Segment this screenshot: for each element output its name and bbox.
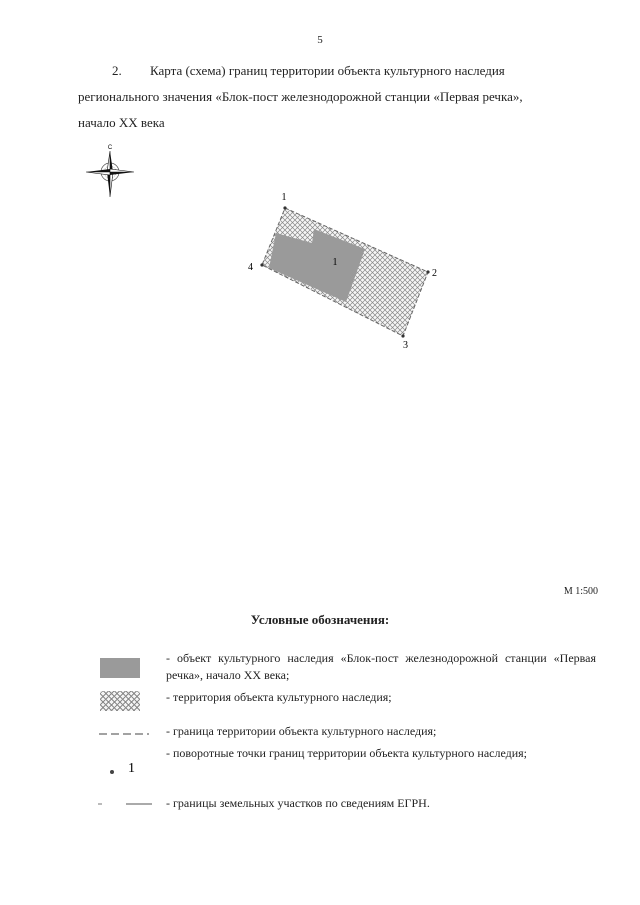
heading-line-2: регионального значения «Блок-пост железнодорожной станции «Первая речка», (78, 89, 523, 104)
compass-north-label: С (107, 145, 113, 151)
legend-symbol-turn-point (106, 751, 146, 779)
legend-symbol-gray-fill (100, 658, 140, 678)
map-scale: М 1:500 (563, 586, 598, 597)
legend-symbol-dashed-line (97, 723, 151, 739)
heading-line-1: Карта (схема) границ территории объекта культурного наследия (150, 63, 505, 78)
turn-point-2 (426, 270, 429, 273)
site-map (240, 185, 450, 350)
turn-point-label-1: 1 (281, 192, 287, 203)
legend-text-territory: - территория объекта культурного наследия; (166, 690, 392, 704)
turn-point-label-3: 3 (403, 340, 408, 350)
turn-point-label-2: 2 (432, 268, 437, 279)
heading-line-3: начало XX века (78, 115, 165, 130)
legend-text-boundary: - граница территории объекта культурного наследия; (166, 724, 437, 738)
legend-text-object: - объект культурного наследия «Блок-пост железнодорожной станции «Первая речка», начало XX века; (166, 651, 596, 682)
legend-symbol-hatch-fill (100, 691, 140, 711)
legend-title: Условные обозначения: (250, 612, 390, 627)
legend-text-turn-points: - поворотные точки границ территории объекта культурного наследия; (166, 746, 528, 760)
legend-symbol-label: 1 (128, 761, 135, 776)
section-number: 2. (112, 63, 122, 78)
legend-text-parcels: - границы земельных участков по сведениям ЕГРН. (166, 796, 430, 810)
turn-point-4 (260, 263, 263, 266)
legend-symbol-parcel-line (96, 795, 154, 811)
turn-point-label-4: 4 (248, 262, 253, 273)
object-label: 1 (332, 257, 338, 268)
section-heading (78, 58, 596, 136)
turn-point-3 (401, 334, 404, 337)
compass-rose-icon (82, 143, 138, 199)
turn-point-1 (283, 206, 286, 209)
page-number: 5 (317, 34, 323, 46)
